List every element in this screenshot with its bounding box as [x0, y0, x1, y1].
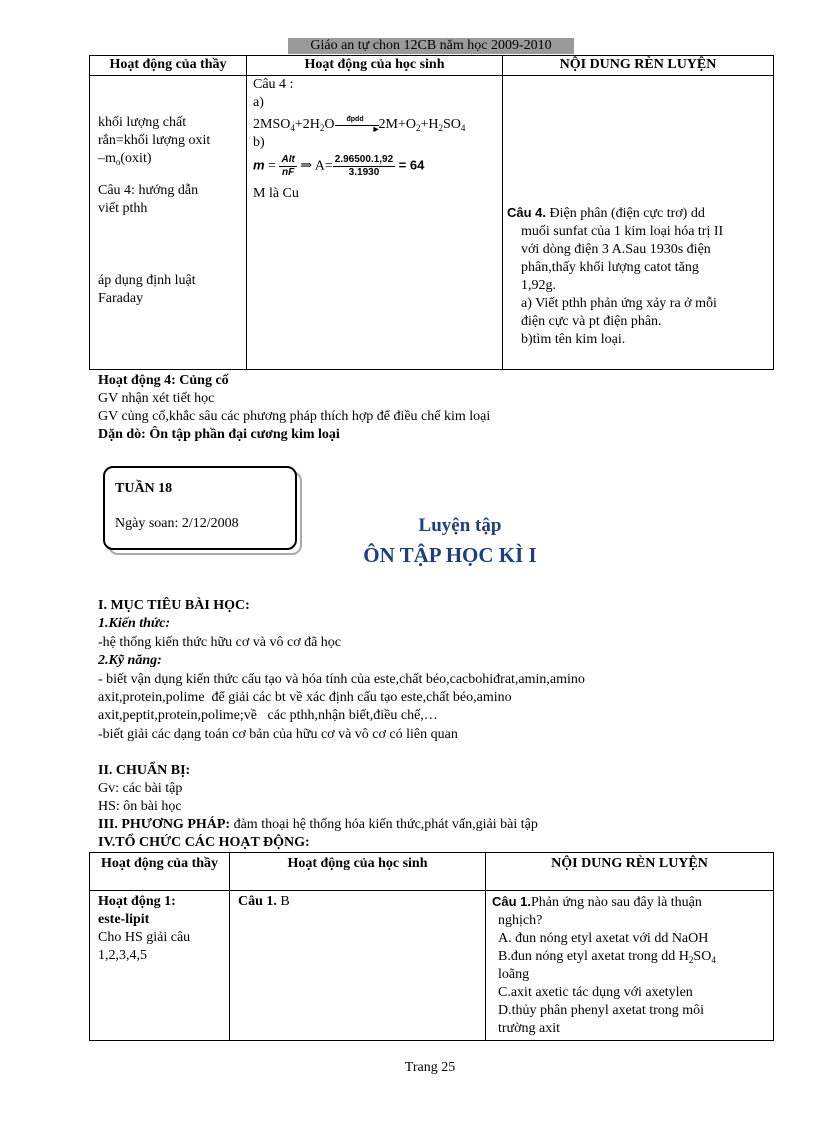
preparation-gv: Gv: các bài tập — [98, 781, 183, 796]
question-line: Câu 1.Phản ứng nào sau đây là thuận — [492, 894, 702, 910]
knowledge-label: 1.Kiến thức: — [98, 616, 171, 631]
faraday-formula: m = $\frac{\text{AIt}}{nF}$ ⇒ A= $\frac{2.96500.1,92}{3.1930}$ = 64 — [253, 154, 425, 178]
activity4-title: Hoạt động 4: Củng cố — [98, 373, 229, 388]
col-header-content: NỘI DUNG RÈN LUYỆN — [486, 853, 774, 891]
student-answer-label: Câu 1. — [238, 894, 277, 909]
homework: Dặn dò: Ôn tập phần đại cương kim loại — [98, 427, 340, 442]
electrolysis-equation: $2MSO_4+2H_2O$ ► đpdd $2M+O_2+H_2SO_4$ — [253, 116, 496, 134]
col-header-content: NỘI DUNG RÈN LUYỆN — [503, 56, 774, 76]
preparation-heading: II. CHUẨN BỊ: — [98, 763, 191, 778]
option-d: D.thủy phân phenyl axetat trong môi — [498, 1003, 705, 1018]
teacher-line: $-m_o(oxit)$ — [98, 151, 152, 167]
prepared-date: Ngày soan: 2/12/2008 — [115, 516, 239, 531]
activity4-line: GV nhận xét tiết học — [98, 391, 215, 406]
content-line: với dòng điện 3 A.Sau 1930s điện — [521, 242, 711, 257]
method-text: đàm thoại hệ thống hóa kiến thức,phát vấn,giải bài tập — [230, 817, 538, 832]
student-cell — [230, 891, 486, 1041]
activity1-topic: este-lipit — [98, 912, 150, 927]
student-question: Câu 4 : — [253, 77, 294, 92]
student-answer: B — [276, 894, 290, 909]
lesson-title: Luyện tập — [418, 515, 502, 536]
student-part-a: a) — [253, 95, 264, 110]
skills-line: - biết vận dụng kiến thức cấu tạo và hóa tính của este,chất béo,cacbohiđrat,amin,amino — [98, 672, 585, 687]
week-box — [103, 466, 297, 550]
option-c: C.axit axetic tác dụng với axetylen — [498, 985, 693, 1000]
page-header: Giáo an tự chon 12CB năm học 2009-2010 — [288, 38, 574, 54]
arrow-label: đpdd — [346, 115, 364, 123]
skills-line: -biết giải các dạng toán cơ bản của hữu cơ và vô cơ có liên quan — [98, 727, 458, 742]
teacher-line: rắn=khối lượng oxit — [98, 133, 211, 148]
content-cell — [503, 76, 774, 370]
content-line: 1,92g. — [521, 278, 556, 293]
method-heading: III. PHƯƠNG PHÁP: — [98, 817, 231, 832]
activity-table-2 — [89, 852, 774, 1041]
teacher-line: khối lượng chất — [98, 115, 187, 130]
activity-table-1 — [89, 55, 774, 370]
option-a: A. đun nóng etyl axetat với dd NaOH — [498, 931, 709, 946]
option-b: B.đun nóng etyl axetat trong dd $H_2SO_4$ — [498, 949, 716, 965]
teacher-line: Cho HS giải câu — [98, 930, 191, 945]
content-line: b)tìm tên kim loại. — [521, 332, 626, 347]
content-line: a) Viết pthh phản ứng xảy ra ở mỗi — [521, 296, 717, 311]
skills-line: axit,peptit,protein,polime;về các pthh,nhận biết,điều chế,… — [98, 708, 438, 723]
organization-heading: IV.TỔ CHỨC CÁC HOẠT ĐỘNG: — [98, 835, 310, 850]
col-header-student: Hoạt động của học sinh — [230, 853, 486, 891]
content-line: Câu 4. Điện phân (điện cực trơ) dd — [507, 205, 705, 221]
teacher-line: viết pthh — [98, 201, 148, 216]
teacher-line: Faraday — [98, 291, 144, 306]
skills-label: 2.Kỹ năng: — [98, 653, 162, 668]
skills-line: axit,protein,polime để giải các bt về xác định cấu tạo este,chất béo,amino — [98, 690, 512, 705]
activity4-line: GV củng cố,khắc sâu các phương pháp thích hợp để điều chế kim loại — [98, 409, 491, 424]
activity1-title: Hoạt động 1: — [98, 894, 176, 909]
lesson-subtitle: ÔN TẬP HỌC KÌ I — [363, 543, 537, 567]
option-b-cont: loãng — [498, 967, 530, 982]
page-number: Trang 25 — [404, 1060, 456, 1075]
teacher-line: Câu 4: hướng dẫn — [98, 183, 199, 198]
objectives-heading: I. MỤC TIÊU BÀI HỌC: — [98, 598, 250, 613]
teacher-line: 1,2,3,4,5 — [98, 948, 147, 963]
col-header-student: Hoạt động của học sinh — [247, 56, 503, 76]
content-line: muối sunfat của 1 kim loại hóa trị II — [521, 224, 724, 239]
content-line: điện cực và pt điện phân. — [521, 314, 662, 329]
preparation-hs: HS: ôn bài học — [98, 799, 182, 814]
content-line: phân,thấy khối lượng catot tăng — [521, 260, 699, 275]
col-header-teacher: Hoạt động của thầy — [90, 853, 230, 891]
student-cell — [247, 76, 503, 370]
teacher-line: áp dụng định luật — [98, 273, 196, 288]
week-label: TUẦN 18 — [115, 481, 173, 496]
question-line: nghịch? — [498, 913, 543, 928]
col-header-teacher: Hoạt động của thầy — [90, 56, 247, 76]
teacher-cell — [90, 891, 230, 1041]
option-d-cont: trường axit — [498, 1021, 561, 1036]
student-part-b: b) — [253, 135, 265, 150]
content-cell — [486, 891, 774, 1041]
teacher-cell — [90, 76, 247, 370]
method-line — [98, 816, 538, 834]
knowledge-text: -hệ thống kiến thức hữu cơ và vô cơ đã học — [98, 635, 342, 650]
student-conclusion: M là Cu — [253, 186, 299, 201]
